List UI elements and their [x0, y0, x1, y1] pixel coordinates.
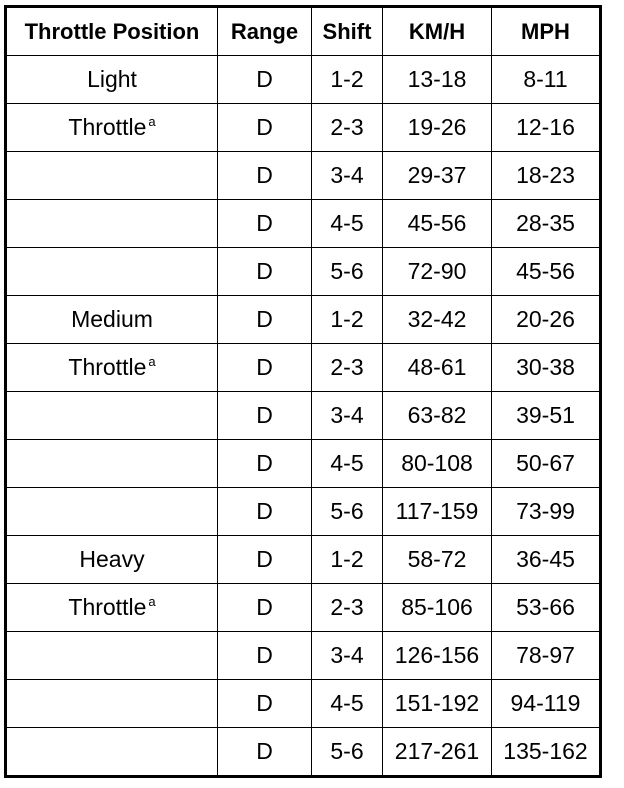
table-row	[6, 680, 601, 728]
cell-range: D	[218, 344, 312, 392]
cell-throttle-position	[6, 584, 218, 632]
footnote-marker: a	[148, 594, 156, 609]
cell-mph: 78-97	[492, 632, 601, 680]
cell-mph: 94-119	[492, 680, 601, 728]
table-row	[6, 104, 601, 152]
cell-mph: 28-35	[492, 200, 601, 248]
table-row	[6, 632, 601, 680]
cell-kmh: 217-261	[383, 728, 492, 777]
table-row	[6, 296, 601, 344]
cell-range: D	[218, 104, 312, 152]
cell-throttle-position	[6, 728, 218, 777]
table-row	[6, 200, 601, 248]
cell-range: D	[218, 488, 312, 536]
cell-kmh: 72-90	[383, 248, 492, 296]
table-row	[6, 536, 601, 584]
cell-shift: 5-6	[312, 728, 383, 777]
table-body	[6, 56, 601, 777]
footnote-marker: a	[148, 354, 156, 369]
table-row	[6, 440, 601, 488]
cell-mph: 8-11	[492, 56, 601, 104]
cell-mph: 36-45	[492, 536, 601, 584]
header-throttle-position: Throttle Position	[6, 7, 218, 56]
cell-mph: 73-99	[492, 488, 601, 536]
cell-shift: 5-6	[312, 248, 383, 296]
cell-mph: 12-16	[492, 104, 601, 152]
table-row	[6, 344, 601, 392]
header-shift: Shift	[312, 7, 383, 56]
throttle-position-label: Heavy	[79, 546, 145, 572]
footnote-marker: a	[148, 114, 156, 129]
cell-kmh: 80-108	[383, 440, 492, 488]
cell-range: D	[218, 56, 312, 104]
cell-kmh: 63-82	[383, 392, 492, 440]
throttle-position-label: Throttle	[68, 354, 147, 380]
cell-throttle-position	[6, 680, 218, 728]
cell-kmh: 13-18	[383, 56, 492, 104]
cell-range: D	[218, 200, 312, 248]
cell-throttle-position	[6, 200, 218, 248]
cell-kmh: 32-42	[383, 296, 492, 344]
cell-throttle-position	[6, 56, 218, 104]
cell-mph: 30-38	[492, 344, 601, 392]
shift-speed-table-container	[4, 5, 602, 778]
cell-shift: 5-6	[312, 488, 383, 536]
cell-range: D	[218, 296, 312, 344]
cell-throttle-position	[6, 152, 218, 200]
throttle-position-label: Throttle	[68, 114, 147, 140]
cell-shift: 2-3	[312, 344, 383, 392]
header-mph: MPH	[492, 7, 601, 56]
cell-kmh: 58-72	[383, 536, 492, 584]
table-row	[6, 728, 601, 777]
throttle-position-label: Medium	[71, 306, 153, 332]
cell-kmh: 126-156	[383, 632, 492, 680]
cell-kmh: 85-106	[383, 584, 492, 632]
cell-range: D	[218, 584, 312, 632]
cell-shift: 4-5	[312, 200, 383, 248]
table-row	[6, 584, 601, 632]
cell-throttle-position	[6, 296, 218, 344]
cell-throttle-position	[6, 248, 218, 296]
header-range: Range	[218, 7, 312, 56]
cell-kmh: 151-192	[383, 680, 492, 728]
shift-speed-table	[4, 5, 602, 778]
cell-kmh: 117-159	[383, 488, 492, 536]
table-header-row	[6, 7, 601, 56]
header-kmh: KM/H	[383, 7, 492, 56]
cell-shift: 3-4	[312, 152, 383, 200]
cell-shift: 1-2	[312, 296, 383, 344]
cell-range: D	[218, 536, 312, 584]
cell-mph: 39-51	[492, 392, 601, 440]
throttle-position-label: Light	[87, 66, 137, 92]
cell-mph: 53-66	[492, 584, 601, 632]
cell-range: D	[218, 632, 312, 680]
cell-range: D	[218, 680, 312, 728]
table-row	[6, 248, 601, 296]
cell-mph: 20-26	[492, 296, 601, 344]
cell-mph: 45-56	[492, 248, 601, 296]
cell-range: D	[218, 440, 312, 488]
cell-shift: 4-5	[312, 440, 383, 488]
table-row	[6, 56, 601, 104]
cell-shift: 1-2	[312, 536, 383, 584]
cell-throttle-position	[6, 344, 218, 392]
throttle-position-label: Throttle	[68, 594, 147, 620]
cell-mph: 50-67	[492, 440, 601, 488]
cell-range: D	[218, 152, 312, 200]
table-row	[6, 392, 601, 440]
cell-shift: 2-3	[312, 584, 383, 632]
table-row	[6, 488, 601, 536]
cell-range: D	[218, 392, 312, 440]
cell-throttle-position	[6, 488, 218, 536]
cell-kmh: 45-56	[383, 200, 492, 248]
cell-mph: 18-23	[492, 152, 601, 200]
cell-throttle-position	[6, 536, 218, 584]
cell-kmh: 29-37	[383, 152, 492, 200]
table-row	[6, 152, 601, 200]
cell-range: D	[218, 248, 312, 296]
cell-throttle-position	[6, 440, 218, 488]
cell-throttle-position	[6, 392, 218, 440]
cell-mph: 135-162	[492, 728, 601, 777]
cell-kmh: 48-61	[383, 344, 492, 392]
cell-throttle-position	[6, 104, 218, 152]
cell-shift: 1-2	[312, 56, 383, 104]
cell-shift: 3-4	[312, 632, 383, 680]
cell-shift: 3-4	[312, 392, 383, 440]
cell-kmh: 19-26	[383, 104, 492, 152]
cell-shift: 2-3	[312, 104, 383, 152]
cell-shift: 4-5	[312, 680, 383, 728]
cell-range: D	[218, 728, 312, 777]
cell-throttle-position	[6, 632, 218, 680]
